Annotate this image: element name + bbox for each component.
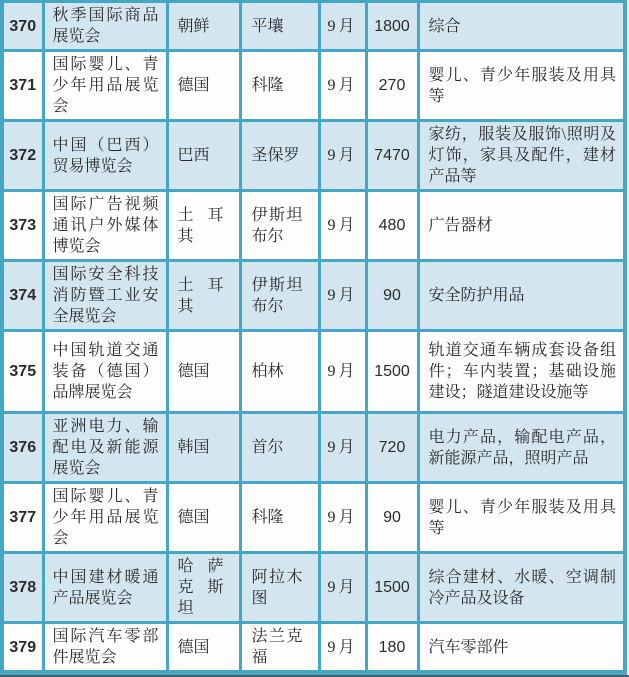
table-row [2,331,625,413]
products-cell: 综合 [418,2,625,51]
table-row [2,2,625,51]
row-number-cell: 372 [2,121,43,191]
table-row [2,191,625,261]
country-cell: 哈萨克斯坦 [167,553,240,623]
month-cell: 9月 [319,2,366,51]
exhibition-name-cell: 中国（巴西）贸易博览会 [43,121,167,191]
scale-cell: 720 [366,413,418,483]
row-number-cell: 376 [2,413,43,483]
exhibition-name-cell: 中国轨道交通装备（德国）品牌展览会 [43,331,167,413]
row-number-cell: 379 [2,623,43,673]
row-number-cell: 377 [2,483,43,553]
products-cell: 轨道交通车辆成套设备组件；车内装置；基础设施建设；隧道建设设施等 [418,331,625,413]
scale-cell: 180 [366,623,418,673]
products-cell: 婴儿、青少年服装及用具等 [418,483,625,553]
row-number-cell: 371 [2,51,43,121]
products-cell: 电力产品，输配电产品，新能源产品，照明产品 [418,413,625,483]
month-cell: 9月 [319,51,366,121]
scale-cell: 7470 [366,121,418,191]
products-cell: 婴儿、青少年服装及用具等 [418,51,625,121]
city-cell: 伊斯坦布尔 [240,191,319,261]
exhibition-name-cell: 国际婴儿、青少年用品展览会 [43,483,167,553]
table-row [2,413,625,483]
row-number-cell: 373 [2,191,43,261]
country-cell: 巴西 [167,121,240,191]
city-cell: 平壤 [240,2,319,51]
month-cell: 9月 [319,483,366,553]
products-cell: 汽车零部件 [418,623,625,673]
exhibition-name-cell: 中国建材暖通产品展览会 [43,553,167,623]
scale-cell: 1500 [366,553,418,623]
month-cell: 9月 [319,331,366,413]
country-cell: 德国 [167,623,240,673]
month-cell: 9月 [319,191,366,261]
month-cell: 9月 [319,261,366,331]
exhibition-name-cell: 秋季国际商品展览会 [43,2,167,51]
scale-cell: 90 [366,261,418,331]
scale-cell: 1500 [366,331,418,413]
month-cell: 9月 [319,553,366,623]
exhibition-name-cell: 国际广告视频通讯户外媒体博览会 [43,191,167,261]
city-cell: 法兰克福 [240,623,319,673]
row-number-cell: 378 [2,553,43,623]
country-cell: 土耳其 [167,261,240,331]
city-cell: 圣保罗 [240,121,319,191]
products-cell: 广告器材 [418,191,625,261]
table-row [2,623,625,673]
city-cell: 柏林 [240,331,319,413]
exhibition-name-cell: 国际汽车零部件展览会 [43,623,167,673]
city-cell: 科隆 [240,51,319,121]
row-number-cell: 374 [2,261,43,331]
products-cell: 家纺，服装及服饰\照明及灯饰，家具及配件，建材产品等 [418,121,625,191]
products-cell: 综合建材、水暖、空调制冷产品及设备 [418,553,625,623]
exhibition-name-cell: 国际婴儿、青少年用品展览会 [43,51,167,121]
products-cell: 安全防护用品 [418,261,625,331]
month-cell: 9月 [319,413,366,483]
table-row [2,121,625,191]
country-cell: 朝鲜 [167,2,240,51]
row-number-cell: 375 [2,331,43,413]
month-cell: 9月 [319,121,366,191]
country-cell: 德国 [167,483,240,553]
exhibition-name-cell: 国际安全科技消防暨工业安全展览会 [43,261,167,331]
scale-cell: 90 [366,483,418,553]
city-cell: 阿拉木图 [240,553,319,623]
country-cell: 德国 [167,51,240,121]
table-row [2,553,625,623]
city-cell: 科隆 [240,483,319,553]
city-cell: 伊斯坦布尔 [240,261,319,331]
city-cell: 首尔 [240,413,319,483]
row-number-cell: 370 [2,2,43,51]
scale-cell: 270 [366,51,418,121]
table-row [2,261,625,331]
table-row [2,51,625,121]
country-cell: 德国 [167,331,240,413]
scale-cell: 1800 [366,2,418,51]
table-row [2,483,625,553]
exhibition-name-cell: 亚洲电力、输配电及新能源展览会 [43,413,167,483]
month-cell: 9月 [319,623,366,673]
scale-cell: 480 [366,191,418,261]
country-cell: 韩国 [167,413,240,483]
country-cell: 土耳其 [167,191,240,261]
